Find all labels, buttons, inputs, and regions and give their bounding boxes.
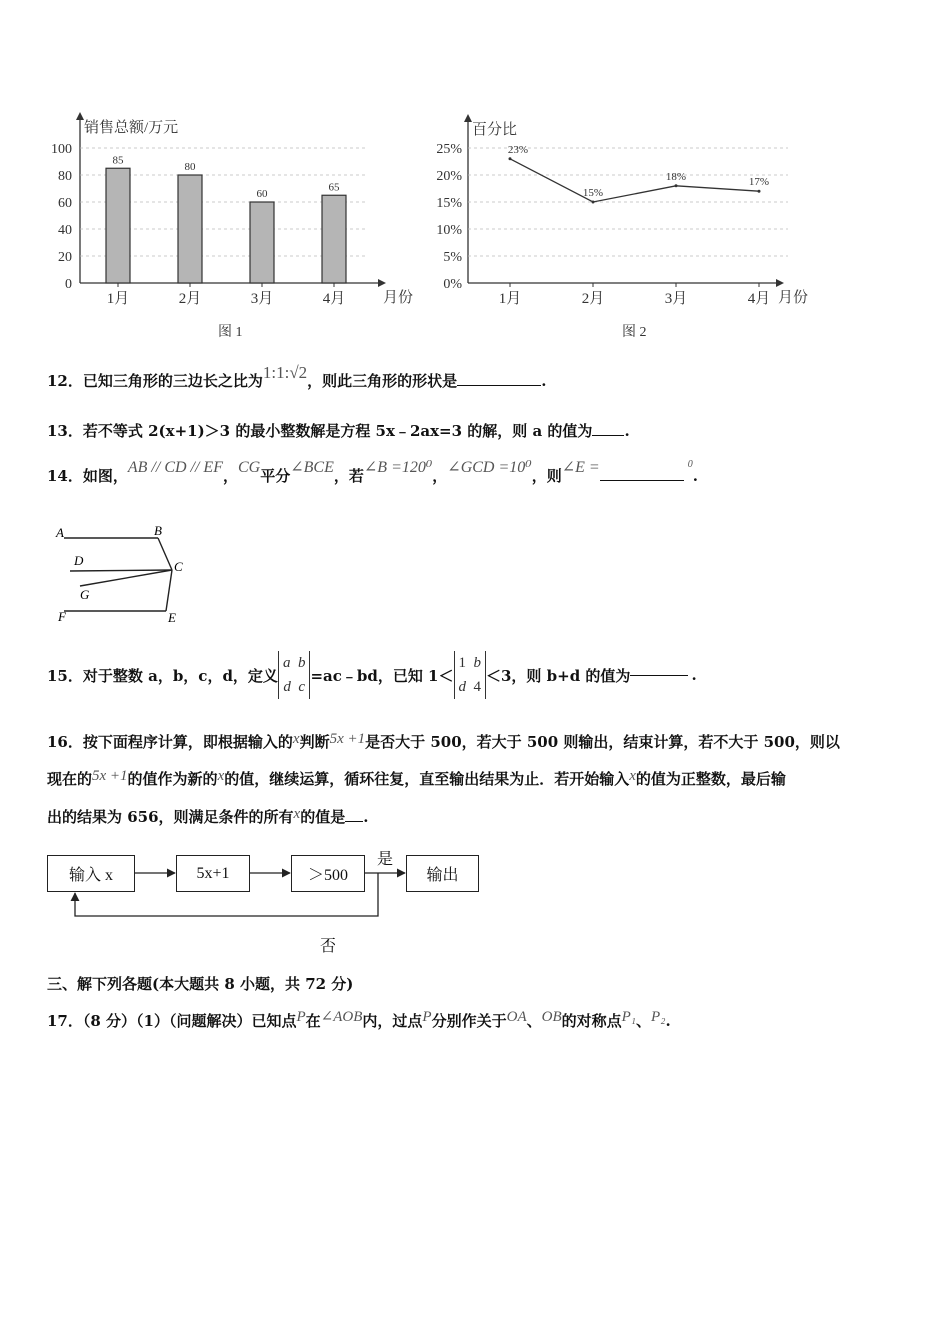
bar-xtick-label: 1月 — [106, 291, 130, 307]
det2-1: 1 — [458, 655, 466, 671]
q14-period: . — [692, 467, 698, 485]
q16-expr-1: 5x +1 — [329, 731, 366, 747]
q13-answer-blank[interactable] — [592, 435, 624, 436]
bar-ytick-label: 80 — [58, 169, 72, 184]
q16-text-2b: 的值作为新的 — [127, 770, 218, 788]
q14-number: 14．如图， — [47, 467, 128, 485]
bar-x-arrow — [378, 279, 386, 287]
q13-number: 13． — [47, 422, 83, 440]
q15-text-2: =ac﹣bd，已知 1＜ — [310, 666, 454, 685]
det2-b: b — [473, 655, 481, 671]
bar-1 — [106, 168, 130, 283]
q15-answer-blank[interactable] — [630, 675, 688, 676]
q14-comma-1: ， — [222, 467, 238, 485]
q16-text-1b: 判断 — [299, 733, 330, 751]
line-x-arrow — [776, 279, 784, 287]
line-data-label: 23% — [507, 143, 529, 156]
point-a-label: A — [56, 525, 64, 540]
q16-expr-2: 5x +1 — [92, 768, 128, 784]
q17-period: . — [665, 1012, 671, 1030]
q15-text-3: ＜3，则 b+d 的值为 — [486, 666, 631, 685]
line-y-arrow — [464, 114, 472, 122]
point-d-label: D — [74, 553, 84, 568]
question-16-line-2 — [47, 768, 786, 789]
q14-parallel: AB // CD // EF — [127, 459, 223, 476]
q17-text-4: 的对称点 — [561, 1012, 622, 1030]
q16-x-1: x — [292, 731, 300, 747]
bar-ytick-label: 40 — [58, 223, 72, 238]
line-chart — [428, 110, 828, 350]
flow-compare-box: ＞500 — [291, 855, 365, 892]
q16-text-3a: 出的结果为 656，则满足条件的所有 — [47, 808, 294, 826]
point-g-label: G — [80, 587, 90, 602]
line-point-2 — [592, 201, 595, 204]
bar-data-label: 85 — [112, 154, 124, 167]
q17-text-pre: 17．（8 分）（1）（问题解决）已知点 — [47, 1012, 297, 1030]
bar-chart-xlabel: 月份 — [383, 290, 414, 306]
q16-period: . — [363, 808, 369, 826]
q14-comma-2: ， — [432, 467, 448, 485]
det1-a: a — [282, 655, 291, 671]
bar-ytick-label: 0 — [65, 277, 72, 292]
q15-text-1: 对于整数 a，b，c，d，定义 — [82, 666, 278, 685]
bar-ytick-label: 20 — [58, 250, 72, 265]
q16-text-1c: 是否大于 500，若大于 500 则输出，结束计算，若不大于 500，则以 — [365, 733, 840, 751]
section-3-heading: 三、解下列各题(本大题共 8 小题，共 72 分) — [47, 975, 354, 993]
line-xtick-label: 2月 — [581, 291, 605, 307]
det1-b: b — [297, 655, 306, 671]
line-data-label: 15% — [582, 187, 604, 199]
q14-then-text: ，则 — [531, 467, 562, 485]
q13-text: 若不等式 2(x+1)＞3 的最小整数解是方程 5x﹣2ax=3 的解，则 a 的值为 — [82, 422, 593, 440]
bar-ytick-label: 100 — [51, 142, 72, 157]
line-chart-title: 图 2 — [622, 325, 647, 340]
point-b-label: B — [154, 523, 162, 538]
q15-determinant-2 — [454, 651, 487, 699]
bar-chart — [40, 110, 414, 350]
q14-angle-e: ∠E = — [561, 459, 600, 476]
flow-output-box: 输出 — [406, 855, 479, 892]
q16-text-2c: 的值，继续运算，循环往复，直至输出结果为止．若开始输入 — [224, 770, 630, 788]
flow-input-box: 输入 x — [47, 855, 135, 892]
q17-p-1: P — [296, 1009, 306, 1025]
bar-xtick-label: 4月 — [322, 291, 346, 307]
line-data-label: 18% — [665, 170, 687, 183]
line-xtick-label: 3月 — [664, 291, 688, 307]
q12-text-pre: 已知三角形的三边长之比为 — [82, 372, 263, 390]
question-13 — [47, 420, 630, 441]
q17-text-3: 分别作关于 — [431, 1012, 507, 1030]
point-e-label: E — [168, 610, 176, 625]
q17-oa: OA — [506, 1009, 527, 1025]
q14-bisect-text: 平分 — [260, 467, 291, 485]
q14-angle-b: ∠B =120⁰ — [363, 459, 433, 476]
flow-no-label: 否 — [320, 936, 337, 955]
question-16-line-3 — [47, 806, 368, 827]
line-xtick-label: 1月 — [498, 291, 522, 307]
line-ytick-label: 10% — [436, 223, 462, 238]
line-ytick-label: 15% — [436, 196, 462, 211]
line-ytick-label: 20% — [436, 169, 462, 184]
q14-degree-sup: 0 — [687, 459, 693, 470]
question-17 — [47, 1010, 671, 1031]
line-chart-xlabel: 月份 — [778, 290, 809, 306]
q14-angle-gcd: ∠GCD =10⁰ — [447, 459, 532, 476]
bar-4 — [322, 195, 346, 283]
bar-y-arrow — [76, 112, 84, 120]
flow-operation-box: 5x+1 — [176, 855, 250, 892]
q16-text-3b: 的值是 — [300, 808, 346, 826]
q16-x-3: x — [629, 768, 636, 784]
flow-arrows — [40, 840, 490, 930]
q17-sep-1: 、 — [526, 1012, 542, 1030]
q14-figure — [50, 522, 200, 628]
bar-data-label: 65 — [328, 181, 340, 194]
line-ytick-label: 25% — [436, 142, 462, 157]
det2-4: 4 — [473, 679, 481, 695]
q15-period: . — [691, 666, 697, 684]
question-12 — [47, 363, 547, 391]
q14-cg: CG — [238, 459, 261, 476]
line-point-1 — [509, 157, 512, 160]
flow-yes-label: 是 — [377, 849, 394, 868]
q16-text-1a: 16．按下面程序计算，即根据输入的 — [47, 733, 293, 751]
q14-answer-blank[interactable] — [600, 480, 684, 481]
q17-p-2: P — [422, 1009, 432, 1025]
q12-answer-blank[interactable] — [457, 385, 541, 386]
line-ytick-label: 5% — [443, 250, 462, 265]
line-series — [510, 159, 759, 202]
q15-number: 15． — [47, 666, 83, 685]
q15-determinant-1 — [278, 651, 311, 699]
line-point-3 — [675, 184, 678, 187]
q17-p2: P₂ — [651, 1009, 666, 1025]
line-ytick-label: 0% — [443, 277, 462, 292]
line-data-label: 17% — [748, 176, 770, 189]
det2-d: d — [458, 679, 466, 695]
question-15 — [47, 648, 697, 702]
det1-d: d — [283, 679, 291, 695]
question-16-line-1 — [47, 731, 840, 752]
point-f-label: F — [58, 609, 66, 624]
q12-number: 12． — [47, 372, 83, 390]
q14-angle-bce: ∠BCE — [290, 459, 334, 476]
q17-angle-aob: ∠AOB — [320, 1009, 363, 1025]
bar-xtick-label: 2月 — [178, 291, 202, 307]
q16-text-2a: 现在的 — [47, 770, 93, 788]
q16-answer-blank[interactable] — [345, 821, 363, 822]
q12-text-post: ，则此三角形的形状是 — [307, 372, 458, 390]
q13-period: . — [624, 422, 630, 440]
bar-chart-ylabel: 销售总额/万元 — [84, 120, 179, 136]
bar-data-label: 60 — [256, 188, 268, 200]
q12-ratio: 1:1:√2 — [262, 363, 308, 382]
point-c-label: C — [174, 559, 183, 574]
line-point-4 — [758, 190, 761, 193]
q16-x-2: x — [217, 768, 225, 784]
bar-2 — [178, 175, 202, 283]
q17-sep-2: 、 — [636, 1012, 652, 1030]
bar-xtick-label: 3月 — [250, 291, 274, 307]
q16-x-4: x — [293, 806, 301, 822]
q16-text-2d: 的值为正整数，最后输 — [635, 770, 786, 788]
q17-p1: P₁ — [621, 1009, 637, 1025]
question-14 — [47, 459, 698, 486]
det1-c: c — [298, 679, 306, 695]
bar-3 — [250, 202, 274, 283]
q17-ob: OB — [541, 1009, 562, 1025]
bar-ytick-label: 60 — [58, 196, 72, 211]
q17-text-2: 内，过点 — [362, 1012, 423, 1030]
q14-if-text: ，若 — [333, 467, 364, 485]
q12-period: . — [541, 372, 547, 390]
line-chart-ylabel: 百分比 — [472, 122, 518, 138]
line-xtick-label: 4月 — [747, 291, 771, 307]
bar-chart-title: 图 1 — [218, 325, 243, 340]
q17-in-text: 在 — [305, 1012, 321, 1030]
bar-data-label: 80 — [184, 161, 196, 173]
